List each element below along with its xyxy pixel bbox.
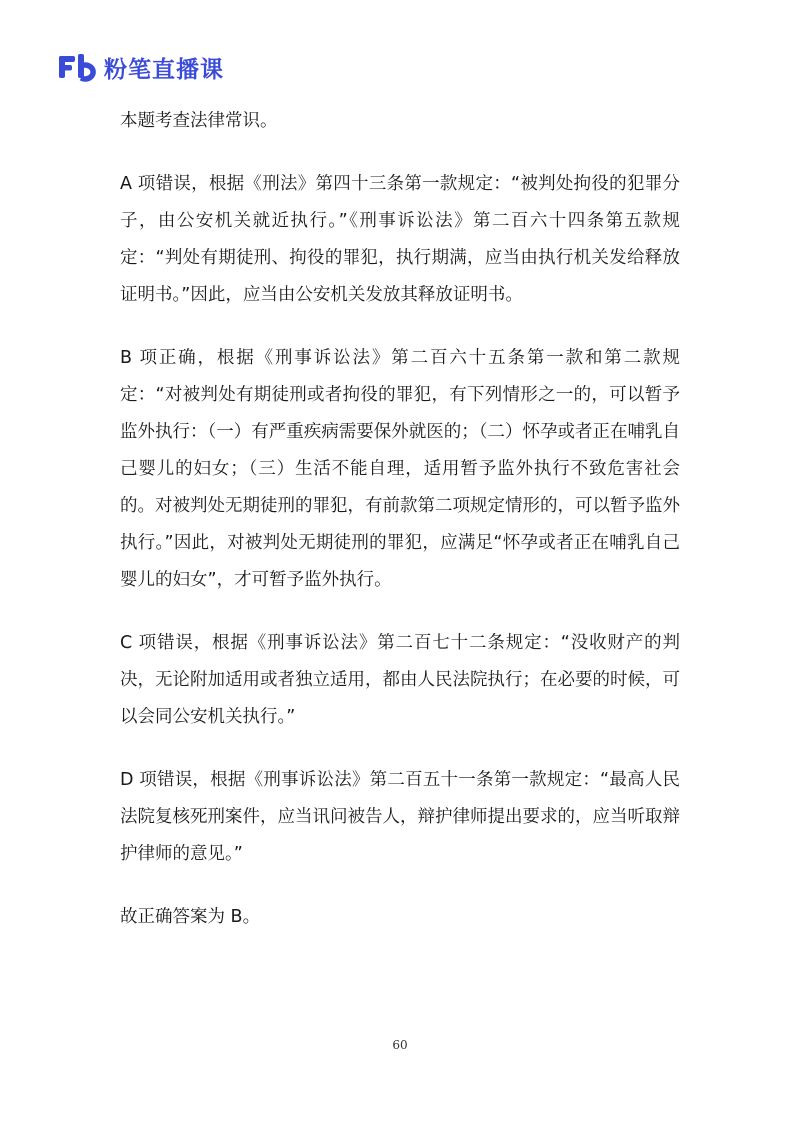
- page-number: 60: [392, 1038, 408, 1052]
- option-c-paragraph: C 项错误，根据《刑事诉讼法》第二百七十二条规定：“没收财产的判决，无论附加适用或者独立适用，都由人民法院执行；在必要的时候，可以会同公安机关执行。”: [120, 633, 680, 727]
- answer-explanation: [120, 103, 680, 962]
- brand-name: 粉笔直播课: [104, 56, 224, 83]
- intro-paragraph: 本题考查法律常识。: [120, 111, 278, 131]
- fenbi-logo-icon: [58, 52, 98, 82]
- option-b-paragraph: B 项正确，根据《刑事诉讼法》第二百六十五条第一款和第二款规定：“对被判处有期徒刑或者拘役的罪犯，有下列情形之一的，可以暂予监外执行：（一）有严重疾病需要保外就医的；（二）怀孕或者正在哺乳自己婴儿的妇女；（三）生活不能自理，适用暂予监外执行不致危害社会的。对被判处无期徒刑的罪犯，有前款第二项规定情形的，可以暂予监外执行。”因此，对被判处无期徒刑的罪犯，应满足“怀孕或者正在哺乳自己婴儿的妇女”，才可暂予监外执行。: [120, 348, 680, 590]
- option-d-paragraph: D 项错误，根据《刑事诉讼法》第二百五十一条第一款规定：“最高人民法院复核死刑案件，应当讯问被告人，辩护律师提出要求的，应当听取辩护律师的意见。”: [120, 770, 680, 864]
- conclusion-paragraph: 故正确答案为 B。: [120, 907, 261, 927]
- option-a-paragraph: A 项错误，根据《刑法》第四十三条第一款规定：“被判处拘役的犯罪分子，由公安机关就近执行。”《刑事诉讼法》第二百六十四条第五款规定：“判处有期徒刑、拘役的罪犯，执行期满，应当由执行机关发给释放证明书。”因此，应当由公安机关发放其释放证明书。: [120, 174, 680, 305]
- header: [58, 50, 224, 84]
